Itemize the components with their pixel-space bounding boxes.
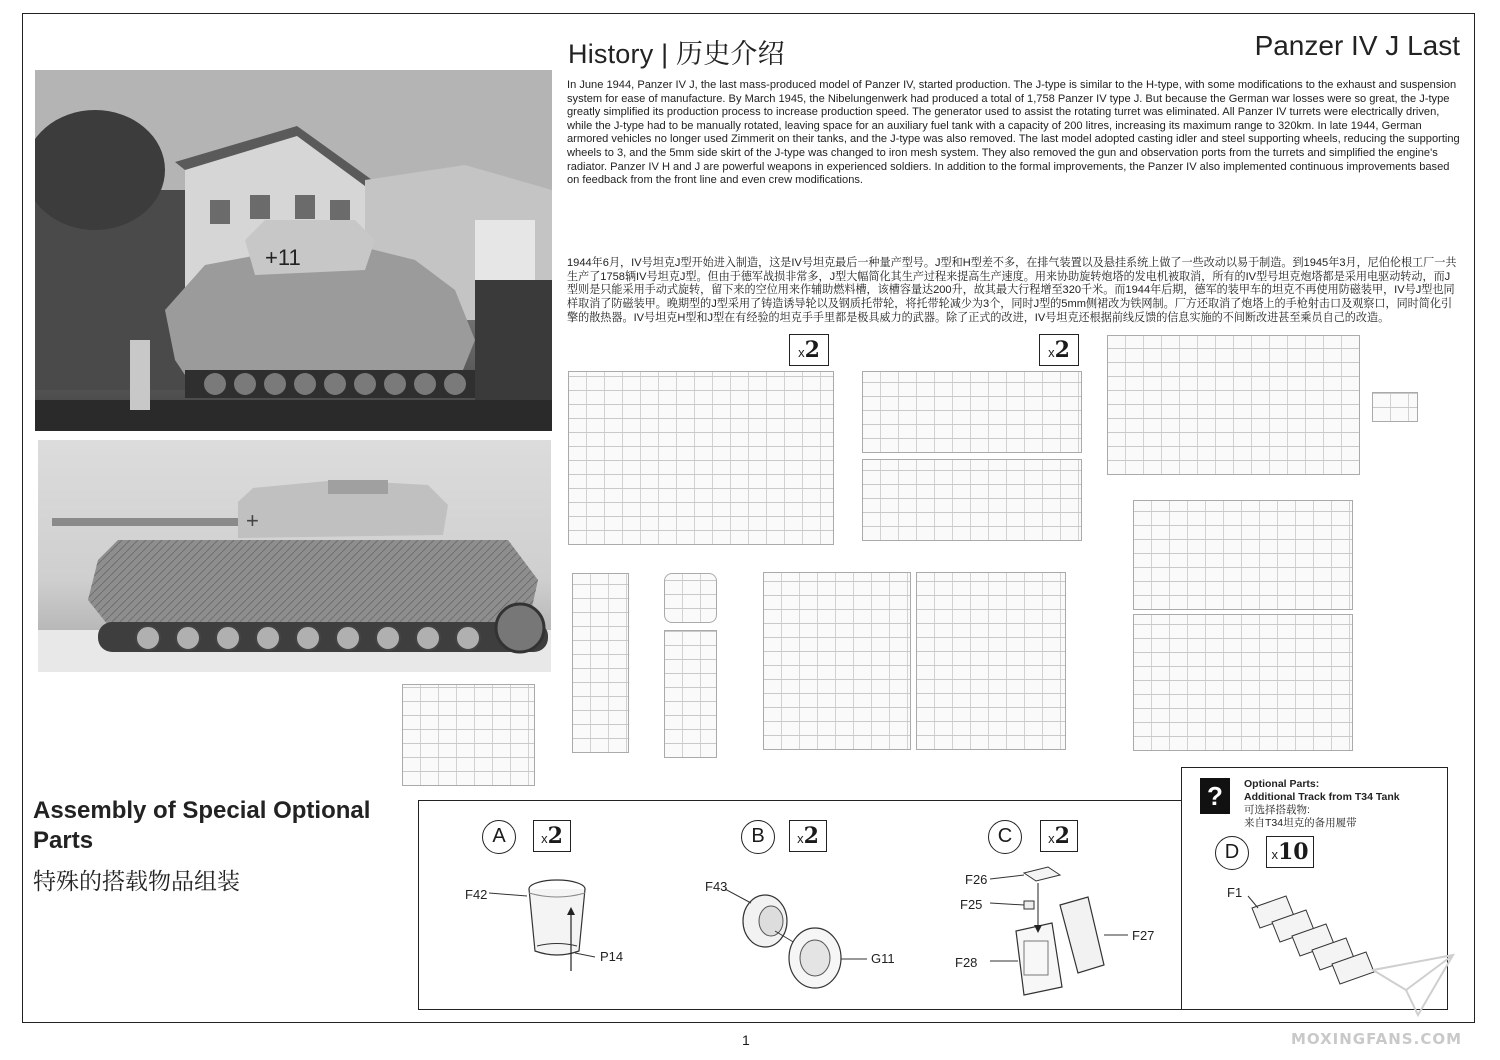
page-number: 1 [742, 1032, 750, 1048]
tank-number-marking: +11 [265, 245, 301, 270]
part-label-f28: F28 [955, 955, 978, 970]
tank-cross-marking: + [246, 508, 259, 533]
history-text-en: In June 1944, Panzer IV J, the last mass-produced model of Panzer IV, started production. The J-type is similar to the H-type, with some modifications to the exhaust and suspension system for ease of manufacture. By March 1945, the Nibelungenwerk had produced a total of 1,758 Panzer IV type J. But because the German war losses were so great, the J-type greatly simplified its production process to increase production speed. The generator used to assist the rotating turret was eliminated. All Panzer IV turrets were electrically driven, while the J-type had to be manually rotated, leaving space for an auxiliary fuel tank with a capacity of 200 litres, increasing its maximum range to 320km. In late 1944, German armored vehicles no longer used Zimmerit on their tanks, and the J-type was also removed. The last model adopted casting idler and steel supporting wheels, reducing the supporting wheels to 3, and the 5mm side skirt of the J-type was changed to iron mesh system. They also removed the gun and observation ports from the turrets and simplified the engine's radiator. Panzer IV H and J are powerful weapons in experienced soldiers. In addition to the formal improvements, the Panzer IV also implemented continuous improvements based on feedback from the front line and even crew modifications. [567, 79, 1460, 187]
sprue-small-turret [1372, 392, 1418, 422]
step-c-multiplier: x2 [1040, 820, 1078, 852]
sprue-tracks [862, 459, 1082, 541]
sprue-wheels [862, 371, 1082, 453]
optional-line-1: Optional Parts: [1244, 778, 1320, 790]
step-d-multiplier: x10 [1266, 836, 1314, 868]
step-a-multiplier: x2 [533, 820, 571, 852]
part-label-f26: F26 [965, 872, 988, 887]
sprue-multiplier-1: x2 [789, 334, 829, 366]
step-c-letter: C [988, 820, 1022, 854]
part-label-f1: F1 [1227, 885, 1243, 900]
watermark-text: MOXINGFANS.COM [1290, 1030, 1462, 1048]
wheel-diagram [655, 801, 921, 1011]
step-b-letter: B [741, 820, 775, 854]
history-text-zh: 1944年6月，IV号坦克J型开始进入制造，这是IV号坦克最后一种量产型号。J型和H型差不多，在排气装置以及悬挂系统上做了一些改动以易于制造。到1945年3月，尼伯伦根工厂一共生产了1758辆IV号坦克J型。但由于德军战损非常多，J型大幅简化其生产过程来提高生产速度。用来协助旋转炮塔的发电机被取消，所有的IV型号坦克炮塔都是采用电驱动转动，而J型则是只能采用手动式旋转，留下来的空位用来作辅助燃料槽，该槽容量达200升，故其最大行程增至320千米。而1944年后期，德军的装甲车的坦克不再使用防磁装甲，IV号J型也同样取消了防磁装甲。晚期型的J型采用了铸造诱导轮以及钢质托带轮，将托带轮减少为3个，同时J型的5mm侧裙改为铁网制。厂方还取消了炮塔上的手枪射击口及观察口，同时简化引擎的散热器。IV号坦克H型和J型在有经验的坦克手手里都是极具威力的武器。除了正式的改进，IV号坦克还根据前线反馈的信息实施的不间断改进甚至乘员自己的改造。 [567, 257, 1457, 324]
part-label-p14: P14 [600, 949, 624, 964]
sprue-hull-top [763, 572, 911, 750]
assembly-title-zh: 特殊的搭载物品组装 [33, 868, 240, 894]
part-label-g11: G11 [871, 951, 895, 966]
history-title: History | 历史介绍 [568, 39, 785, 69]
paper-plane-watermark-icon [1368, 950, 1458, 1020]
part-label-f43: F43 [705, 879, 728, 894]
optional-question-icon: ? [1200, 778, 1230, 814]
bucket-diagram [419, 801, 657, 1011]
sprue-multiplier-2: x2 [1039, 334, 1079, 366]
optional-line-2: Additional Track from T34 Tank [1244, 791, 1400, 803]
sprue-details [916, 572, 1066, 750]
part-label-f27: F27 [1132, 928, 1155, 943]
step-c-box [920, 800, 1182, 1010]
sprue-f [568, 371, 834, 545]
decal-sheet [402, 684, 535, 786]
step-a-letter: A [482, 820, 516, 854]
sprue-turret-parts [1107, 335, 1360, 475]
sprue-upper-right [1133, 500, 1353, 610]
step-d-letter: D [1215, 836, 1249, 870]
optional-line-3: 可选择搭载物: [1244, 804, 1310, 816]
sprue-lower-right [1133, 614, 1353, 751]
historical-photo-street [35, 70, 552, 431]
hull-lower [664, 630, 717, 758]
tank-side-drawing [38, 440, 551, 672]
optional-line-4: 来自T34坦克的备用履带 [1244, 817, 1357, 829]
step-b-multiplier: x2 [789, 820, 827, 852]
tank-side-photo [38, 440, 551, 672]
part-label-f25: F25 [960, 897, 983, 912]
turret-shell [664, 573, 717, 623]
assembly-title: Assembly of Special Optional Parts [33, 797, 371, 854]
step-b-box [655, 800, 921, 1010]
part-label-f42: F42 [465, 887, 488, 902]
sprue-side-frame [572, 573, 629, 753]
step-a-box [418, 800, 656, 1010]
model-title: Panzer IV J Last [1254, 30, 1460, 61]
street-photo-drawing [35, 70, 552, 431]
